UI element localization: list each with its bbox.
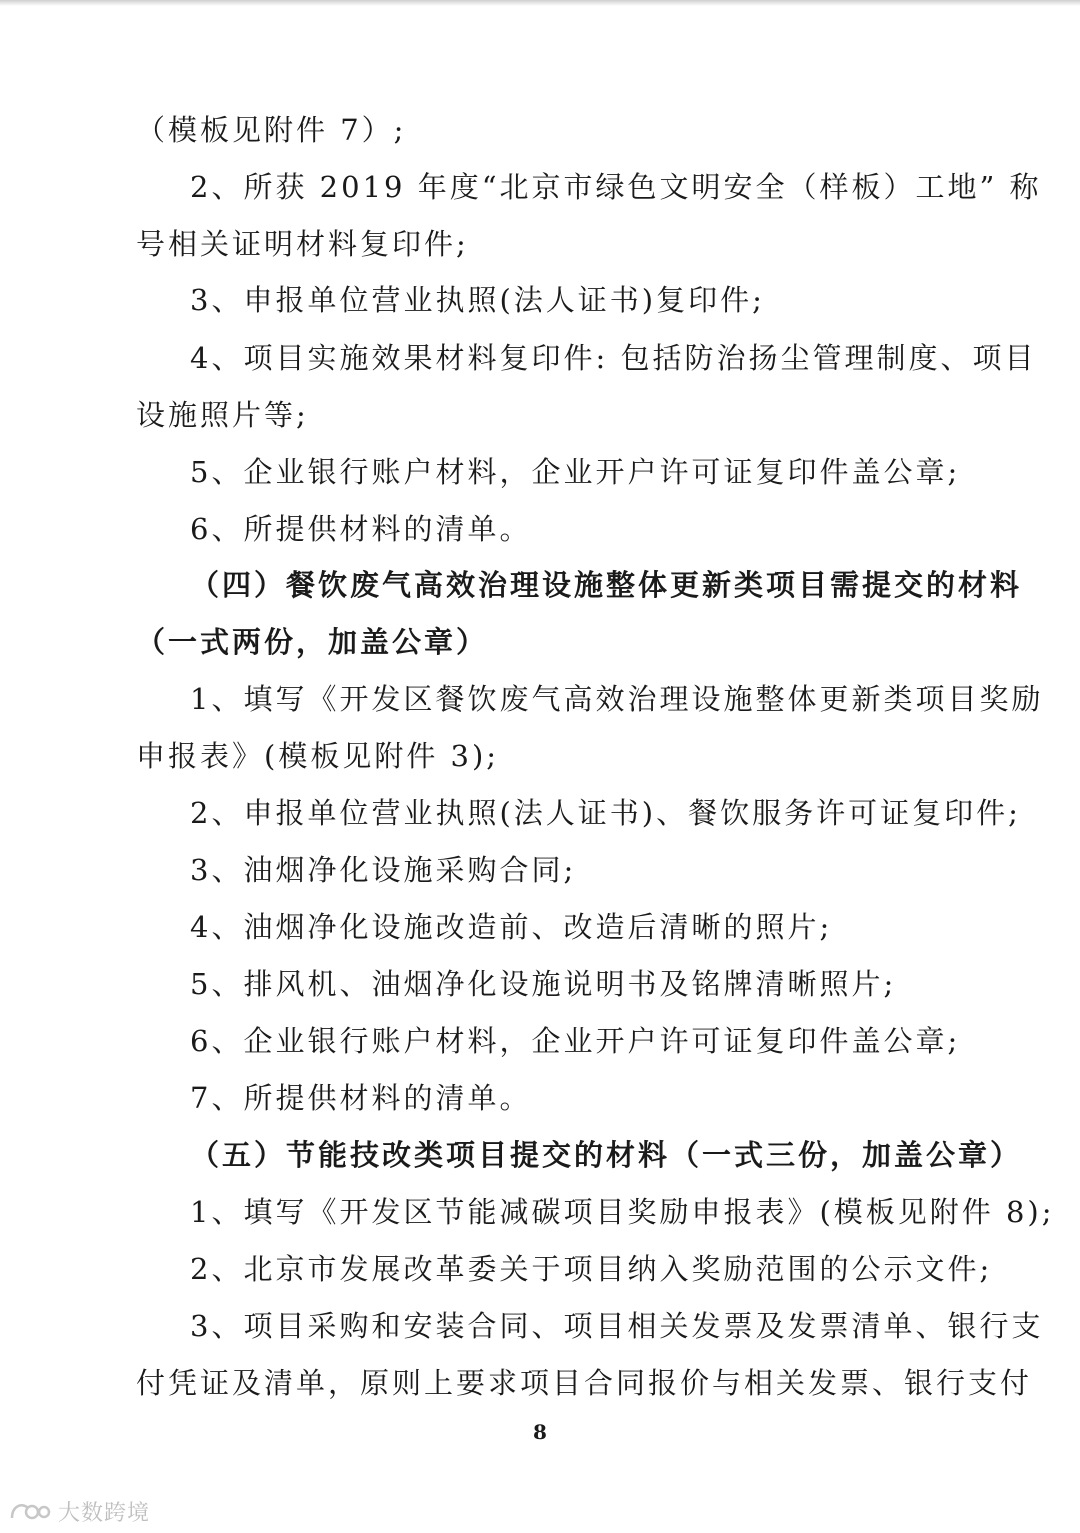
text-line: 3、申报单位营业执照(法人证书)复印件; [190, 283, 765, 317]
text-line: 2、所获 2019 年度“北京市绿色文明安全（样板）工地” 称 [190, 170, 1042, 204]
section-heading: （四）餐饮废气高效治理设施整体更新类项目需提交的材料 [190, 568, 1023, 602]
text-line: （模板见附件 7）; [136, 113, 407, 147]
text-line: 4、项目实施效果材料复印件: 包括防治扬尘管理制度、项目 [190, 341, 1037, 375]
section-heading: （五）节能技改类项目提交的材料（一式三份，加盖公章） [190, 1138, 1023, 1172]
text-line: 1、填写《开发区节能减碳项目奖励申报表》(模板见附件 8); [190, 1195, 1055, 1229]
text-line: 设施照片等; [136, 398, 309, 432]
text-line: 3、项目采购和安装合同、项目相关发票及发票清单、银行支 [190, 1309, 1044, 1343]
text-line: 付凭证及清单，原则上要求项目合同报价与相关发票、银行支付 [136, 1366, 1033, 1400]
scan-edge [0, 0, 1080, 6]
section-heading-cont: （一式两份，加盖公章） [136, 625, 489, 659]
text-line: 5、企业银行账户材料，企业开户许可证复印件盖公章; [190, 455, 961, 489]
watermark-text: 大数跨境 [58, 1500, 151, 1526]
text-line: 3、油烟净化设施采购合同; [190, 853, 577, 887]
watermark [8, 1496, 150, 1526]
text-line: 2、北京市发展改革委关于项目纳入奖励范围的公示文件; [190, 1252, 993, 1286]
text-line: 1、填写《开发区餐饮废气高效治理设施整体更新类项目奖励 [190, 682, 1044, 716]
text-line: 4、油烟净化设施改造前、改造后清晰的照片; [190, 910, 833, 944]
text-line: 2、申报单位营业执照(法人证书)、餐饮服务许可证复印件; [190, 796, 1021, 830]
text-line: 6、企业银行账户材料，企业开户许可证复印件盖公章; [190, 1024, 961, 1058]
text-line: 5、排风机、油烟净化设施说明书及铭牌清晰照片; [190, 967, 897, 1001]
watermark-logo-icon [8, 1498, 52, 1524]
text-line: 6、所提供材料的清单。 [190, 512, 532, 546]
page-number: 8 [533, 1420, 547, 1444]
text-line: 申报表》(模板见附件 3); [136, 739, 500, 773]
text-line: 号相关证明材料复印件; [136, 227, 469, 261]
text-line: 7、所提供材料的清单。 [190, 1081, 532, 1115]
